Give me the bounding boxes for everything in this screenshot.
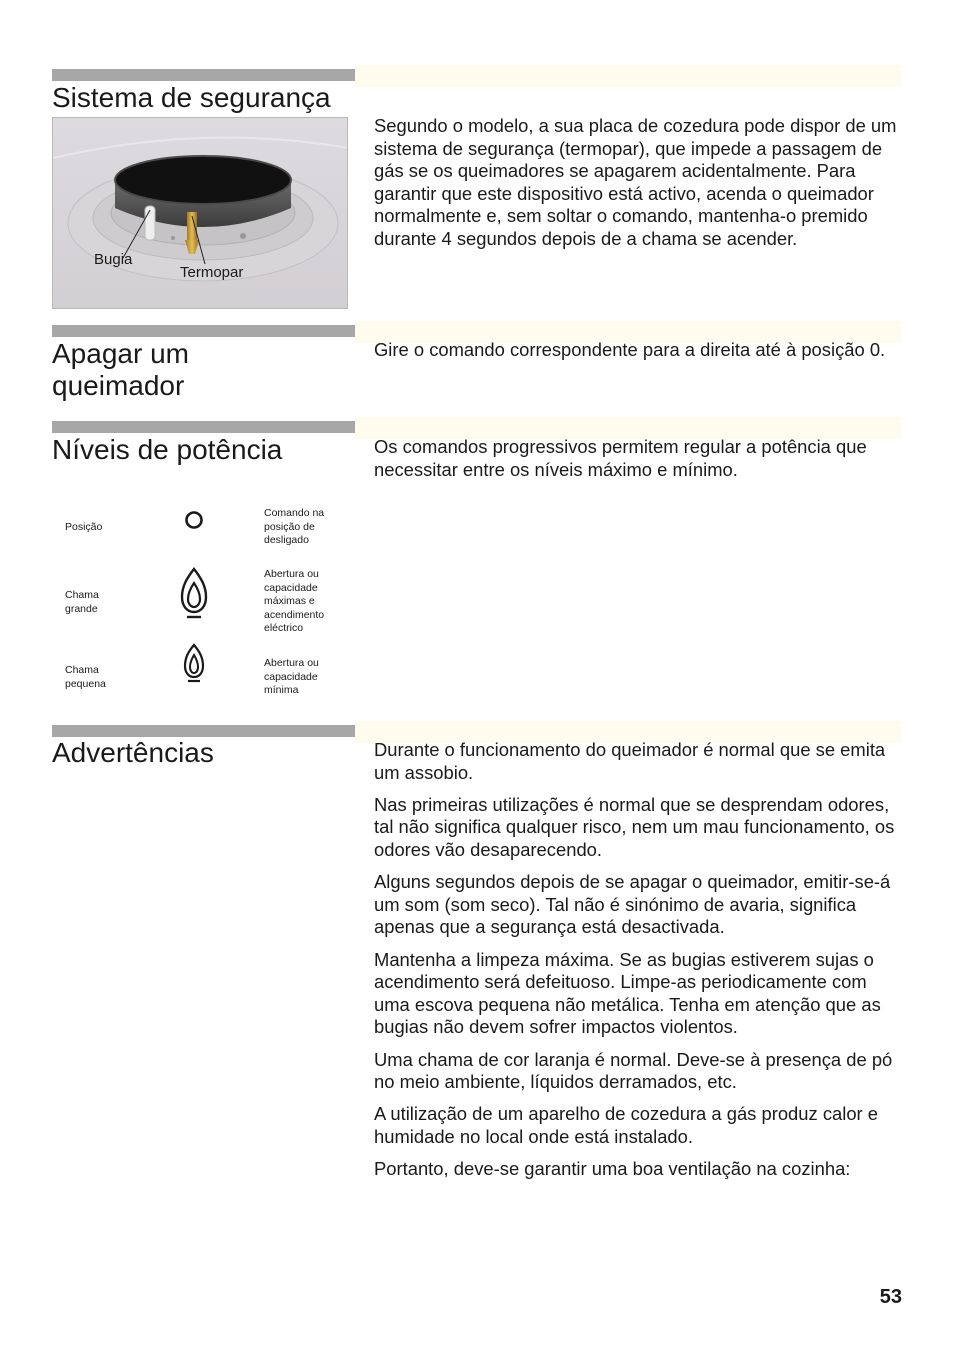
paragraph: A utilização de um aparelho de cozedura a gás produz calor e humidade no local onde está instalado.: [374, 1103, 879, 1147]
large-flame-icon: [179, 566, 209, 620]
title-line: Apagar um: [52, 338, 189, 369]
paragraph: Mantenha a limpeza máxima. Se as bugias estiverem sujas o acendimento será defeituoso. Limpe-as periodicamente com uma escova pequena não metálica. Tenha em atenção que as bugias não devem sofrer impactos violentos.: [374, 948, 881, 1038]
burner-photo: [52, 117, 348, 309]
page-number: 53: [879, 1286, 902, 1308]
title-line: queimador: [52, 370, 185, 401]
level-description: Abertura ou capacidade mínima: [264, 657, 319, 696]
section-title-advertencias: Advertências: [52, 737, 214, 768]
paragraph: Uma chama de cor laranja é normal. Deve-se à presença de pó no meio ambiente, líquidos derramados, etc.: [374, 1048, 893, 1093]
bugia-label: Bugia: [94, 251, 133, 268]
paragraph: Alguns segundos depois de se apagar o queimador, emitir-se-á um som (som seco). Tal não é sinónimo de avaria, significa apenas que a segurança está desactivada.: [374, 871, 891, 938]
termopar-label: Termopar: [180, 264, 244, 281]
section-title-niveis: Níveis de potência: [52, 434, 283, 465]
off-position-icon: [182, 508, 206, 532]
section-divider-bar: [52, 325, 355, 337]
paragraph: Gire o comando correspondente para a direita até à posição 0.: [374, 339, 886, 360]
paragraph: Portanto, deve-se garantir uma boa ventilação na cozinha:: [374, 1158, 851, 1180]
paragraph: Durante o funcionamento do queimador é normal que se emita um assobio.: [374, 739, 886, 783]
level-label: Posição: [65, 521, 103, 533]
paragraph: Nas primeiras utilizações é normal que se desprendam odores, tal não significa qualquer risco, nem um mau funcionamento, os odores vão desaparecendo.: [374, 793, 895, 860]
section-body-niveis: [374, 436, 904, 491]
level-description: Comando na posição de desligado: [264, 507, 325, 546]
paragraph: Os comandos progressivos permitem regular a potência que necessitar entre os níveis máximo e mínimo.: [374, 436, 867, 480]
section-title-apagar: [52, 338, 352, 402]
section-body-apagar: [374, 339, 904, 371]
section-divider-band: [355, 65, 901, 87]
section-body-advertencias: [374, 739, 904, 1190]
paragraph: Segundo o modelo, a sua placa de cozedura pode dispor de um sistema de segurança (termopar), que impede a passagem de gás se os queimadores se apagarem acidentalmente. Para garantir que este dispositivo está activo, acenda o queimador normalmente e, sem soltar o comando, mantenha-o premido durante 4 segundos depois de a chama se acender.: [374, 115, 897, 249]
section-divider-bar: [52, 69, 355, 81]
level-description: Abertura ou capacidade máximas e acendimento eléctrico: [264, 568, 325, 634]
section-body-seguranca: [374, 115, 904, 260]
level-label: Chama grande: [65, 589, 99, 615]
section-title-seguranca: Sistema de segurança: [52, 82, 331, 113]
section-divider-bar: [52, 725, 355, 737]
level-label: Chama pequena: [65, 664, 106, 690]
small-flame-icon: [181, 642, 207, 684]
section-divider-bar: [52, 421, 355, 433]
